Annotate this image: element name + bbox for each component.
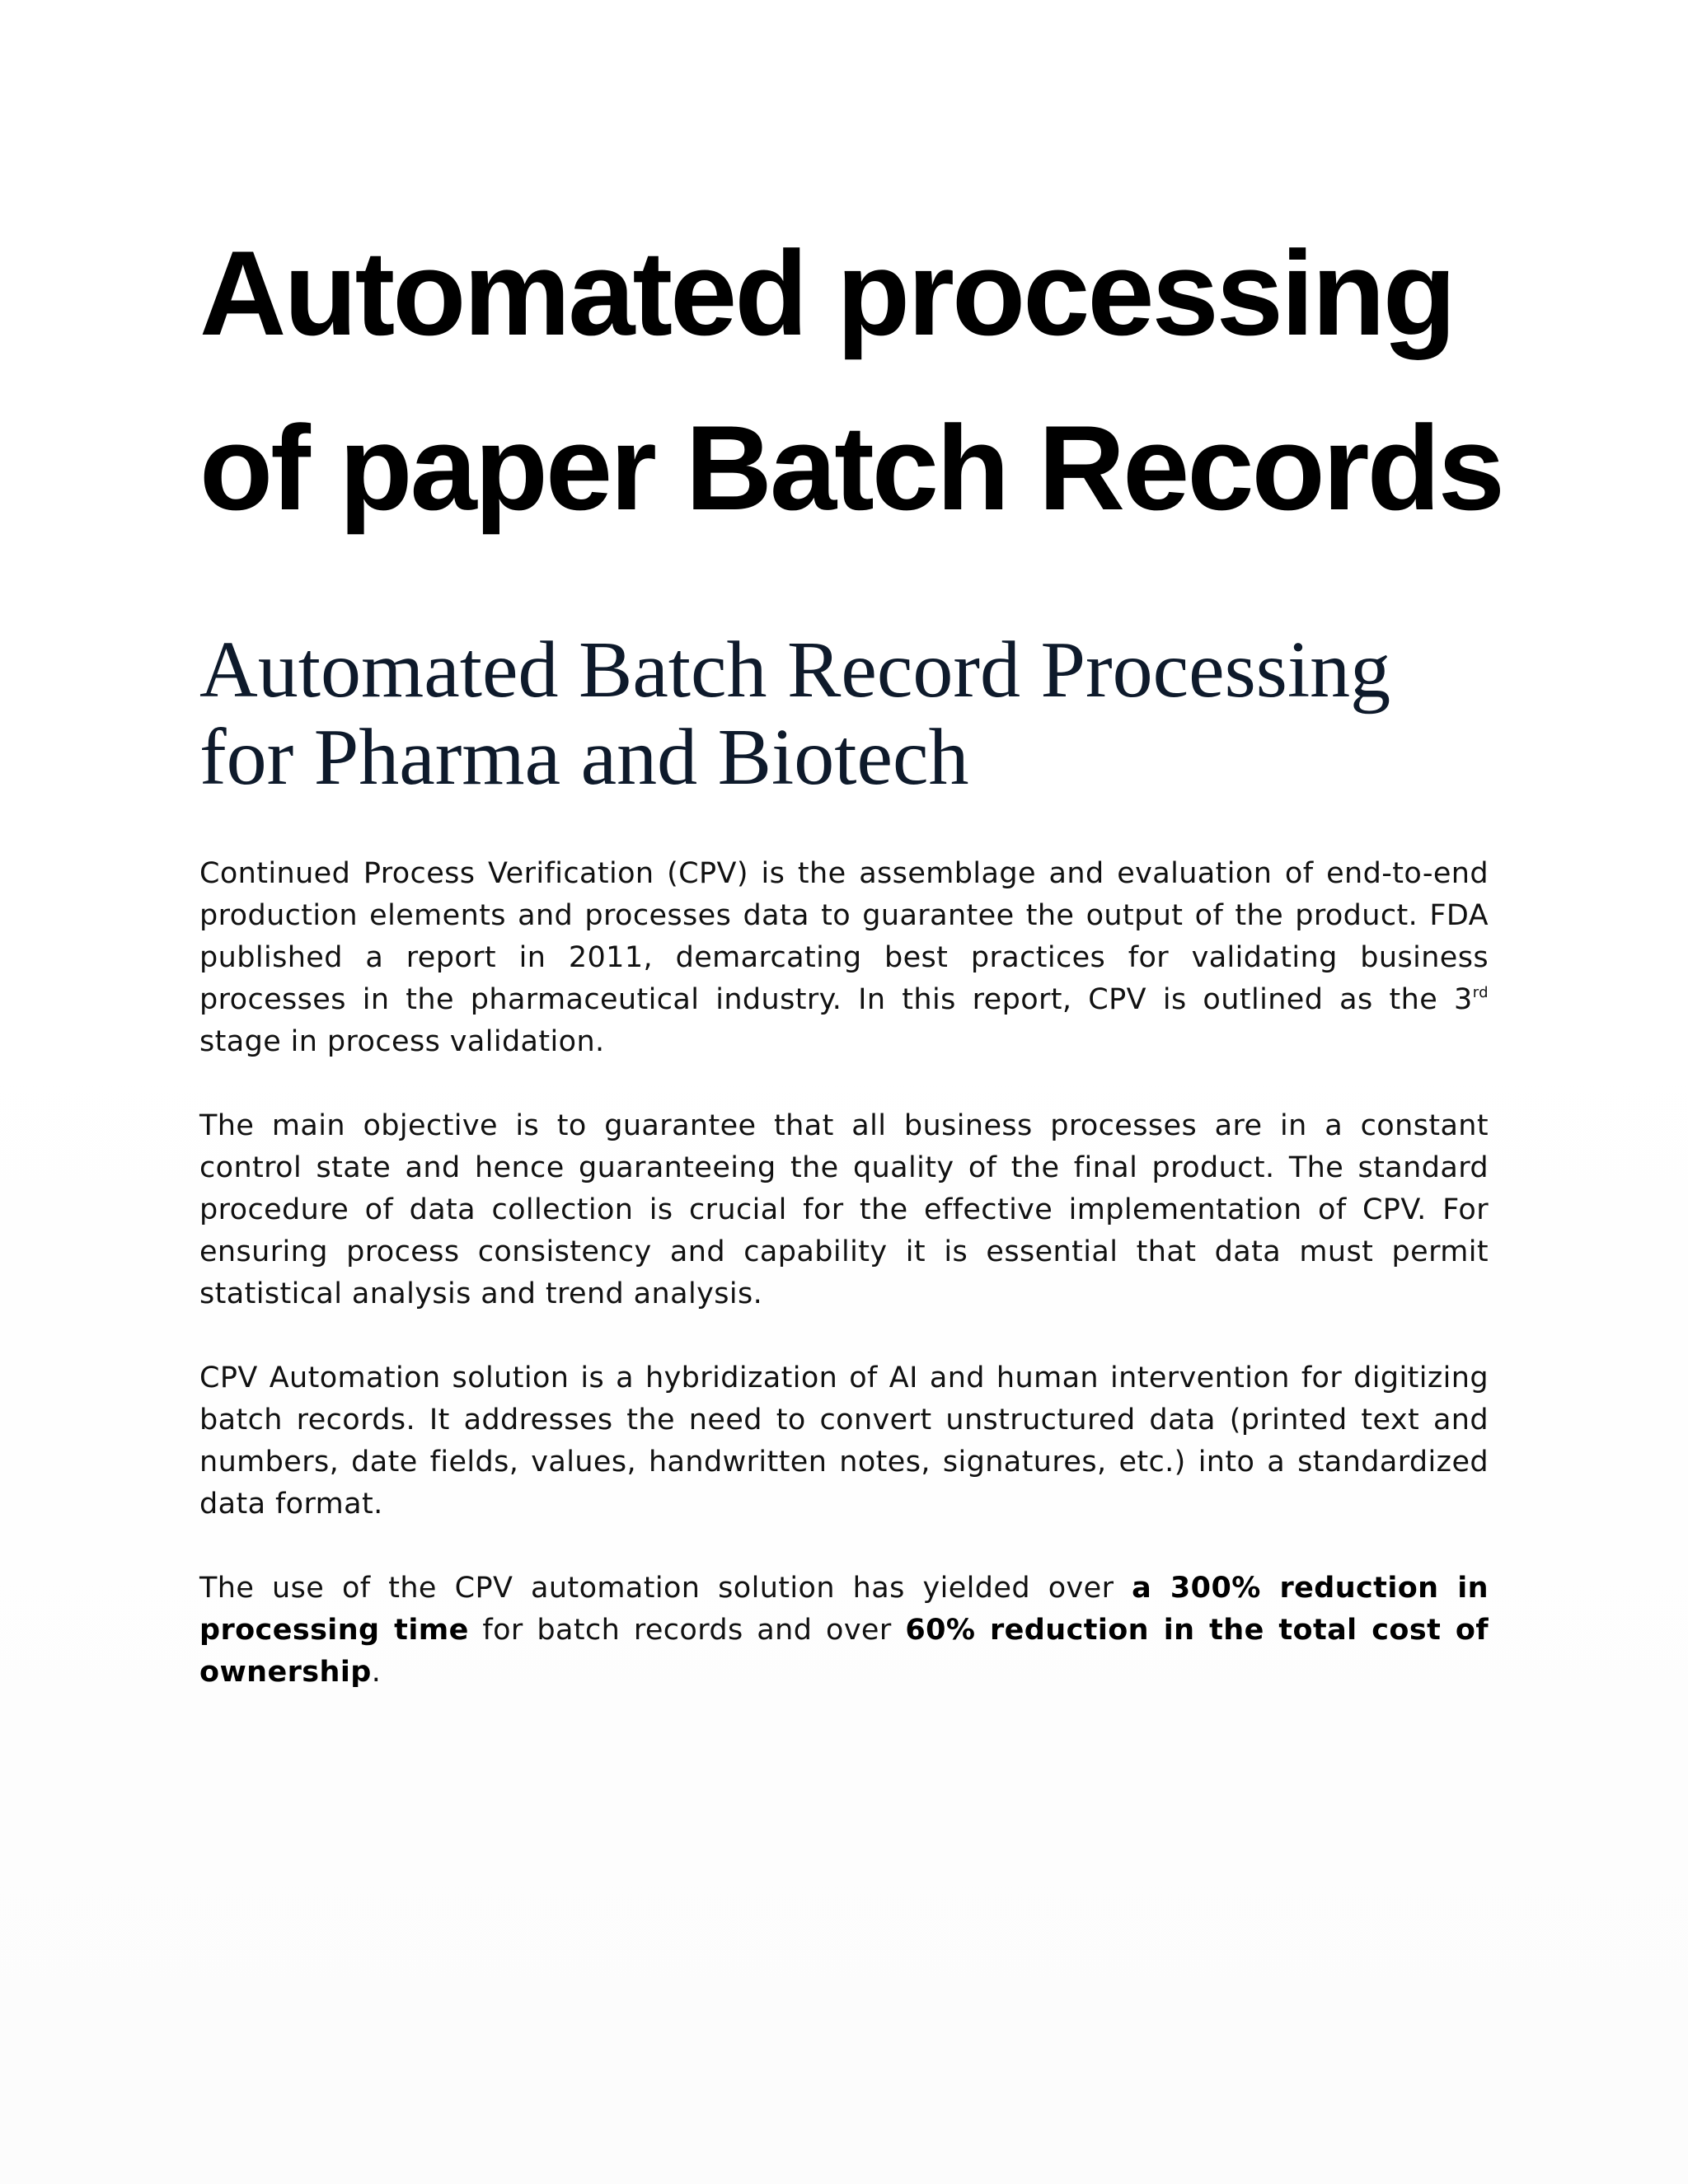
document-title-line-1: Automated processing <box>199 226 1454 360</box>
paragraph-cpv-definition <box>199 853 1489 1063</box>
document-subtitle-line-2: for Pharma and Biotech <box>199 713 969 802</box>
highlight-cost-reduction: 60% reduction in the total cost of ownership <box>199 1614 1489 1689</box>
document-subtitle-line-1: Automated Batch Record Processing <box>199 626 1391 715</box>
paragraph-results <box>199 1568 1489 1694</box>
paragraph-1-text: Continued Process Verification (CPV) is the assemblage and evaluation of end-to-end production elements and processes data to guarantee the output of the product. FDA published a report in 2011, demarcating best practices for validating business processes in the pharmaceutical industry. In this report, CPV is outlined as the 3 <box>199 857 1489 1016</box>
ordinal-superscript: rd <box>1472 984 1489 1001</box>
document-title-line-2: of paper Batch Records <box>199 401 1503 535</box>
paragraph-4-text-1: The use of the CPV automation solution has yielded over <box>199 1572 1132 1605</box>
paragraph-1-text-end: stage in process validation. <box>199 1025 605 1058</box>
document-title <box>199 206 1503 555</box>
document-subtitle <box>199 626 1518 801</box>
document-body <box>199 853 1489 1736</box>
highlight-processing-time: a 300% reduction in processing time <box>199 1572 1489 1647</box>
paragraph-main-objective: The main objective is to guarantee that all business processes are in a constant control state and hence guaranteeing the quality of the final product. The standard procedure of data collection is crucial for the effective implementation of CPV. For ensuring process consistency and capability it is essential that data must permit statistical analysis and trend analysis. <box>199 1109 1489 1310</box>
paragraph-4-text-3: . <box>371 1656 382 1689</box>
paragraph-cpv-automation: CPV Automation solution is a hybridization of AI and human intervention for digitizing batch records. It addresses the need to convert unstructured data (printed text and numbers, date fields, values, handwritten notes, signatures, etc.) into a standardized data format. <box>199 1361 1489 1521</box>
document-content <box>199 206 1503 1689</box>
paragraph-4-text-2: for batch records and over <box>468 1614 906 1647</box>
